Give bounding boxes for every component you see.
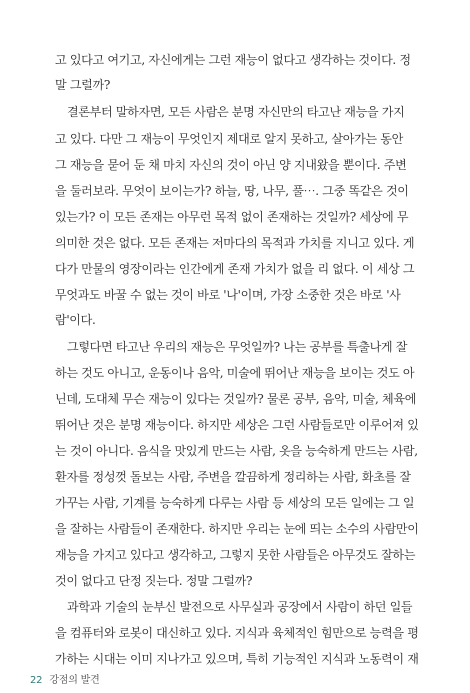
body-line: 는 것이 아니다. 음식을 맛있게 만드는 사람, 옷을 능숙하게 만드는 사람, bbox=[55, 444, 418, 458]
body-line: 환자를 정성껏 돌보는 사람, 주변을 깔끔하게 정리하는 사람, 화초를 잘 bbox=[55, 470, 411, 484]
body-line: 그 재능을 묻어 둔 채 마치 자신의 것이 아닌 양 지내왔을 뿐이다. 주변 bbox=[55, 158, 407, 172]
body-line: 의미한 것은 없다. 모든 존재는 저마다의 목적과 가치를 지니고 있다. 게 bbox=[55, 236, 415, 250]
body-line: 가하는 시대는 이미 지나가고 있으며, 특히 기능적인 지식과 노동력이 재 bbox=[55, 652, 419, 666]
body-line: 하는 것도 아니고, 운동이나 음악, 미술에 뛰어난 재능을 보이는 것도 아 bbox=[55, 366, 415, 380]
body-line: 것이 없다고 단정 짓는다. 정말 그럴까? bbox=[55, 574, 253, 588]
body-line: 람'이다. bbox=[55, 313, 96, 327]
body-line: 고 있다고 여기고, 자신에게는 그런 재능이 없다고 생각하는 것이다. 정 bbox=[55, 53, 411, 67]
page-number: 22 bbox=[30, 675, 43, 686]
body-line: 말 그럴까? bbox=[55, 78, 110, 92]
body-line: 가꾸는 사람, 기계를 능숙하게 다루는 사람 등 세상의 모든 일에는 그 일 bbox=[55, 496, 415, 510]
body-line: 과학과 기술의 눈부신 발전으로 사무실과 공장에서 사람이 하던 일들 bbox=[67, 600, 413, 614]
body-line: 고 있다. 다만 그 재능이 무엇인지 제대로 알지 못하고, 살아가는 동안 bbox=[55, 132, 403, 146]
page-footer bbox=[30, 671, 100, 686]
body-line: 을 컴퓨터와 로봇이 대신하고 있다. 지식과 육체적인 힘만으로 능력을 평 bbox=[55, 626, 419, 640]
body-line: 다가 만물의 영장이라는 인간에게 존재 가치가 없을 리 없다. 이 세상 그 bbox=[55, 262, 415, 276]
body-line: 그렇다면 타고난 우리의 재능은 무엇일까? 나는 공부를 특출나게 잘 bbox=[67, 340, 408, 354]
running-title: 강점의 발견 bbox=[49, 675, 100, 686]
body-line: 뛰어난 것은 분명 재능이다. 하지만 세상은 그런 사람들로만 이루어져 있 bbox=[55, 418, 419, 432]
body-line: 을 잘하는 사람들이 존재한다. 하지만 우리는 눈에 띄는 소수의 사람만이 bbox=[55, 522, 419, 536]
body-line: 재능을 가지고 있다고 생각하고, 그렇지 못한 사람들은 아무것도 잘하는 bbox=[55, 548, 416, 562]
body-line: 을 둘러보라. 무엇이 보이는가? 하늘, 땅, 나무, 풀⋯. 그중 똑같은 것이 bbox=[55, 184, 409, 198]
body-line: 결론부터 말하자면, 모든 사람은 분명 자신만의 타고난 재능을 가지 bbox=[67, 105, 405, 119]
body-line: 무엇과도 바꿀 수 없는 것이 바로 '나'이며, 가장 소중한 것은 바로 '사 bbox=[55, 288, 401, 302]
body-line: 있는가? 이 모든 존재는 아무런 목적 없이 존재하는 것일까? 세상에 무 bbox=[55, 210, 409, 224]
body-line: 닌데, 도대체 무슨 재능이 있다는 것일까? 물론 공부, 음악, 미술, 체육에 bbox=[55, 392, 417, 406]
